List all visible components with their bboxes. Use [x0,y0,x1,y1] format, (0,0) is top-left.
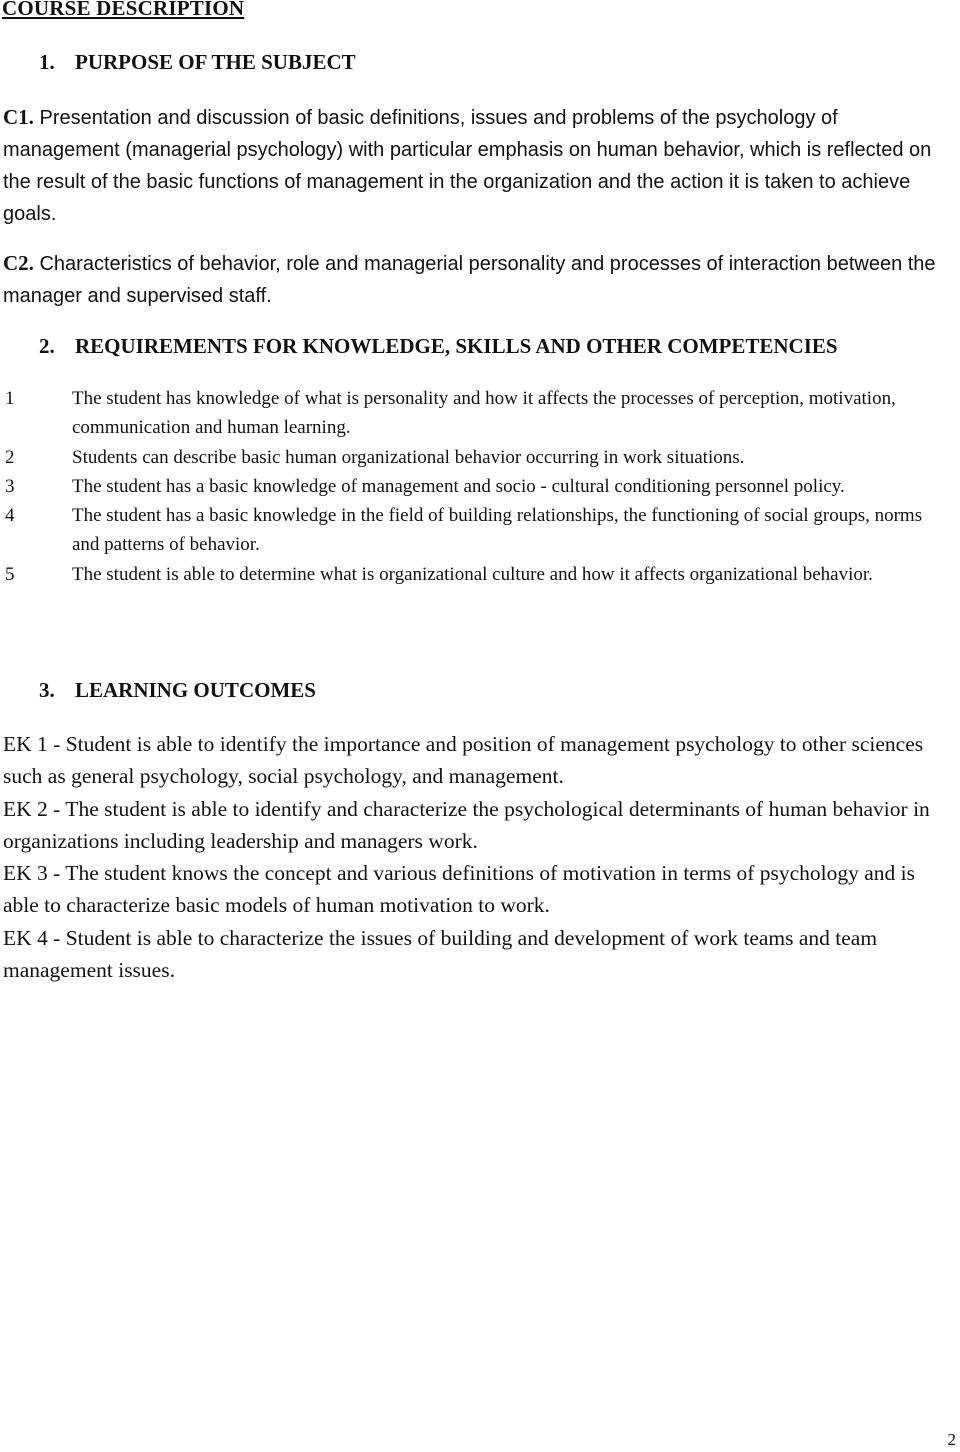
list-item-number: 1 [5,388,15,409]
section-2-heading [39,334,838,359]
learning-outcome: EK 2 - The student is able to identify and characterize the psychological determinants of human behavior in organizations including leadership and managers work. [3,796,930,853]
section-1-title: PURPOSE OF THE SUBJECT [75,50,356,74]
section-2-title: REQUIREMENTS FOR KNOWLEDGE, SKILLS AND OTHER COMPETENCIES [75,334,838,358]
list-item [0,384,960,443]
list-item-text: The student has knowledge of what is personality and how it affects the processes of perception, motivation, communication and human learning. [72,388,896,439]
learning-outcome: EK 1 - Student is able to identify the importance and position of management psychology to other sciences such as general psychology, social psychology, and management. [3,732,924,789]
list-item [0,443,960,472]
list-item-number: 3 [5,475,15,497]
purpose-c2-text: Characteristics of behavior, role and managerial personality and processes of interaction between the manager and supervised staff. [3,253,936,307]
list-item [0,472,960,501]
purpose-c1-text: Presentation and discussion of basic definitions, issues and problems of the psychology of management (managerial psychology) with particular emphasis on human behavior, which is reflected on the result of the basic functions of management in the organization and the action it is taken to achieve goals. [3,107,932,225]
purpose-c2 [3,247,955,312]
list-item-text: The student has a basic knowledge in the field of building relationships, the functioning of social groups, norms and patterns of behavior. [72,505,923,556]
learning-outcome: EK 4 - Student is able to characterize the issues of building and development of work teams and team management issues. [3,925,878,983]
list-item-number: 4 [5,505,15,527]
list-item [0,560,960,589]
purpose-c1-tag: C1. [3,105,34,129]
list-item-text: Students can describe basic human organizational behavior occurring in work situations. [72,446,745,468]
section-3-number: 3. [39,678,55,702]
list-item-number: 2 [5,446,15,468]
purpose-c1 [3,101,955,230]
list-item-number: 5 [5,563,15,585]
list-item-text: The student has a basic knowledge of management and socio - cultural conditioning personnel policy. [72,475,845,497]
list-item [0,501,960,560]
list-item-text: The student is able to determine what is organizational culture and how it affects organizational behavior. [72,563,873,585]
learning-outcomes-list [3,728,955,986]
section-1-heading [39,50,356,75]
page-number: 2 [947,1430,956,1449]
document-title: COURSE DESCRIPTION [2,0,245,20]
section-1-number: 1. [39,50,55,74]
section-2-number: 2. [39,334,55,358]
purpose-c2-tag: C2. [3,251,34,275]
section-3-heading [39,678,316,703]
learning-outcome: EK 3 - The student knows the concept and various definitions of motivation in terms of psychology and is able to characterize basic models of human motivation to work. [3,861,916,918]
section-3-title: LEARNING OUTCOMES [75,678,316,702]
requirements-list [0,384,960,589]
